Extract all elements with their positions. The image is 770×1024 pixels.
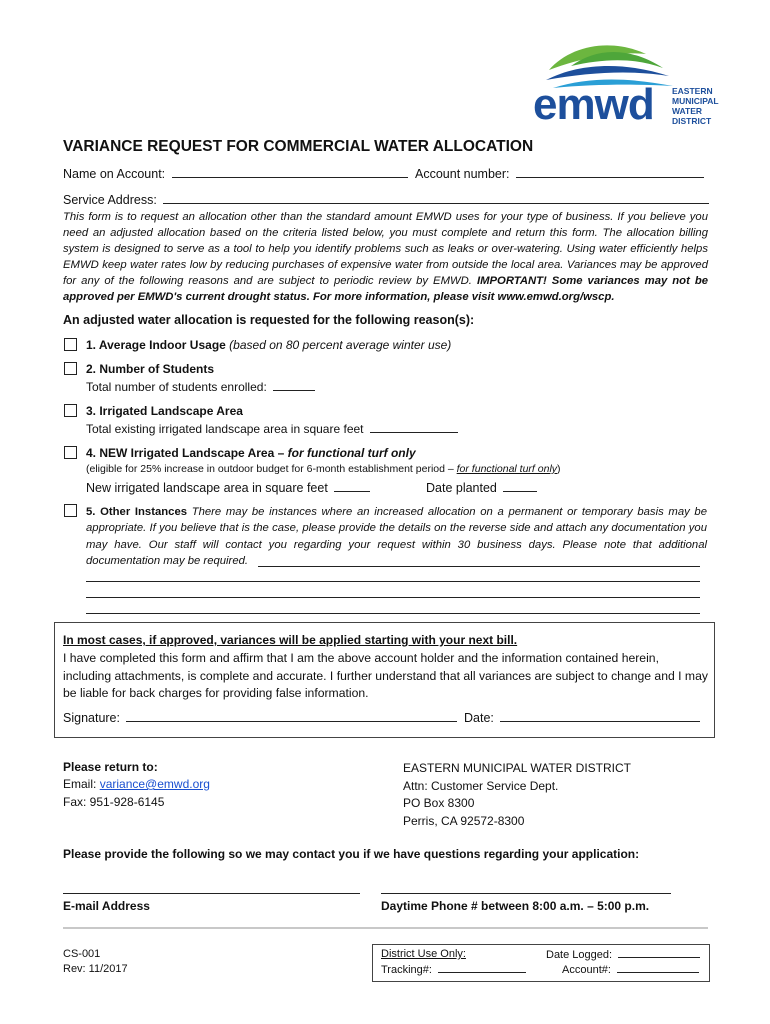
form-revision: Rev: 11/2017: [63, 963, 128, 975]
reason-1-checkbox[interactable]: [64, 338, 77, 351]
footer-account-field[interactable]: Account#:: [562, 963, 699, 976]
form-id: CS-001: [63, 948, 101, 960]
return-heading: Please return to:: [63, 760, 158, 774]
affirmation-heading: In most cases, if approved, variances will be applied starting with your next bill.: [63, 633, 518, 647]
footer-divider: [63, 927, 708, 929]
reason-3-label: 3. Irrigated Landscape Area: [86, 404, 243, 418]
name-on-account-field[interactable]: Name on Account:: [63, 166, 408, 181]
affirmation-text: I have completed this form and affirm that I am the above account holder and the information contained herein, including attachments, is complete and accurate. I further understand that all variances are subject to change and I may be liable for back charges for providing false information.: [63, 651, 708, 700]
new-landscape-area-field[interactable]: New irrigated landscape area in square feet: [86, 480, 370, 495]
return-address: EASTERN MUNICIPAL WATER DISTRICT Attn: Customer Service Dept. PO Box 8300 Perris, CA 92572-8300: [403, 761, 632, 828]
daytime-phone-line[interactable]: [381, 893, 671, 894]
emwd-logo: [533, 40, 723, 132]
date-logged-field[interactable]: Date Logged:: [546, 948, 700, 961]
reason-4-checkbox[interactable]: [64, 446, 77, 459]
details-line[interactable]: [258, 566, 700, 567]
signature-field[interactable]: Signature:: [63, 710, 457, 725]
details-line[interactable]: [86, 613, 700, 614]
reason-2-checkbox[interactable]: [64, 362, 77, 375]
landscape-area-field[interactable]: Total existing irrigated landscape area in square feet: [86, 421, 458, 436]
return-fax: Fax: 951-928-6145: [63, 795, 165, 809]
email-address-line[interactable]: [63, 893, 360, 894]
reasons-heading: An adjusted water allocation is requested for the following reason(s):: [63, 313, 475, 327]
reason-2-label: 2. Number of Students: [86, 362, 215, 376]
page-title: VARIANCE REQUEST FOR COMMERCIAL WATER ALLOCATION: [63, 138, 534, 155]
logo-district-name: EASTERN MUNICIPAL WATER DISTRICT: [672, 86, 719, 126]
details-line[interactable]: [86, 597, 700, 598]
reason-1-label: 1. Average Indoor Usage (based on 80 percent average winter use): [86, 338, 452, 352]
district-use-label: District Use Only:: [381, 948, 466, 960]
account-number-field[interactable]: Account number:: [415, 166, 704, 181]
email-link[interactable]: variance@emwd.org: [99, 777, 210, 791]
logo-wordmark: emwd: [533, 80, 654, 129]
reason-3-checkbox[interactable]: [64, 404, 77, 417]
students-enrolled-field[interactable]: Total number of students enrolled:: [86, 379, 315, 394]
reason-5-checkbox[interactable]: [64, 504, 77, 517]
contact-heading: Please provide the following so we may contact you if we have questions regarding your application:: [63, 847, 640, 861]
daytime-phone-label: Daytime Phone # between 8:00 a.m. – 5:00 p.m.: [381, 899, 650, 913]
intro-paragraph: This form is to request an allocation other than the standard amount EMWD uses for your type of business. If you believe you need an adjusted allocation based on the criteria listed below, you must complete and return this form. The allocation billing system is designed to serve as a tool to help you identify problems such as leaks or over-watering. Using water efficiently helps EMWD keep water rates low by reducing purchases of expensive water from outside the local area. Variances may be approved for any of the following reasons and are subject to periodic review by EMWD. IMPORTANT! Some variances may not be approved per EMWD's current drought status. For more information, please visit www.emwd.org/wscp.: [63, 211, 709, 303]
tracking-field[interactable]: Tracking#:: [381, 963, 526, 976]
affirm-date-field[interactable]: Date:: [464, 710, 700, 725]
email-address-label: E-mail Address: [63, 899, 150, 913]
reason-4-note: (eligible for 25% increase in outdoor budget for 6-month establishment period – for functional turf only): [86, 463, 561, 475]
service-address-field[interactable]: Service Address:: [63, 192, 709, 207]
reason-5-text: 5. Other Instances There may be instances where an increased allocation on a permanent or temporary basis may be appropriate. If you believe that is the case, please provide the details on the reverse side and attach any documentation you may have. Our staff will contact you regarding your request within 30 business days. Please note that additional documentation may be required.: [86, 506, 707, 567]
details-line[interactable]: [86, 581, 700, 582]
date-planted-field[interactable]: Date planted: [426, 480, 537, 495]
reason-4-label: 4. NEW Irrigated Landscape Area – for functional turf only: [86, 446, 416, 460]
return-email: Email: variance@emwd.org: [63, 777, 210, 791]
